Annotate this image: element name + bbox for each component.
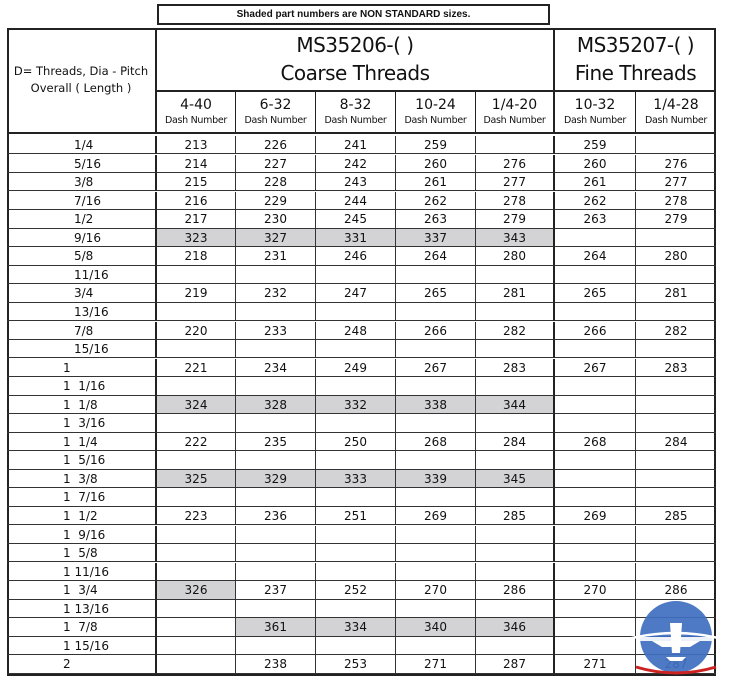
dash-number-cell [476, 600, 555, 618]
table-row [7, 451, 716, 469]
table-row [7, 229, 716, 247]
length-cell: 1 [7, 359, 157, 377]
dash-number-cell: 325 [157, 470, 236, 488]
dash-number-cell: 244 [316, 192, 396, 210]
dash-number-label: Dash Number [244, 115, 307, 126]
dash-number-cell: 279 [636, 210, 716, 228]
length-cell: 3/4 [7, 284, 157, 302]
dash-number-cell [316, 266, 396, 284]
dash-number-cell [476, 563, 555, 581]
dash-number-cell: 218 [157, 247, 236, 265]
dash-number-cell: 281 [476, 284, 555, 302]
dash-number-cell: 285 [636, 507, 716, 525]
length-cell: 1/4 [7, 136, 157, 154]
dash-number-cell: 246 [316, 247, 396, 265]
dash-number-cell: 238 [236, 655, 316, 673]
nonstandard-note: Shaded part numbers are NON STANDARD sizes. [157, 4, 550, 25]
dash-number-cell: 324 [157, 396, 236, 414]
dash-number-cell [555, 488, 636, 506]
dash-number-cell: 278 [636, 192, 716, 210]
dash-number-cell: 280 [636, 247, 716, 265]
dash-number-cell: 268 [396, 433, 476, 451]
fine-threads-header [555, 28, 716, 92]
dash-number-cell [476, 340, 555, 358]
coarse-threads-header [157, 28, 555, 92]
company-logo [626, 597, 724, 677]
dash-number-cell: 279 [476, 210, 555, 228]
dash-number-cell: 251 [316, 507, 396, 525]
dash-number-cell [157, 266, 236, 284]
dash-number-cell: 266 [555, 322, 636, 340]
dash-number-cell: 259 [396, 136, 476, 154]
dash-number-cell: 228 [236, 173, 316, 191]
dash-number-cell: 217 [157, 210, 236, 228]
dash-number-cell [476, 136, 555, 154]
length-cell: 1/2 [7, 210, 157, 228]
dash-number-cell [316, 414, 396, 432]
dash-number-cell: 248 [316, 322, 396, 340]
thread-size: 6-32 [259, 97, 292, 113]
dash-number-cell: 249 [316, 359, 396, 377]
dash-number-cell [476, 544, 555, 562]
dash-number-cell: 269 [555, 507, 636, 525]
dash-number-cell [555, 451, 636, 469]
length-cell: 9/16 [7, 229, 157, 247]
dash-number-cell: 243 [316, 173, 396, 191]
dash-number-cell [236, 526, 316, 544]
length-cell: 5/8 [7, 247, 157, 265]
table-row [7, 655, 716, 673]
column-header-1-4-20 [476, 92, 555, 134]
dash-number-cell: 235 [236, 433, 316, 451]
dash-number-cell [236, 377, 316, 395]
dash-number-cell [636, 451, 716, 469]
dash-number-cell [157, 563, 236, 581]
dash-number-cell [396, 488, 476, 506]
dash-number-cell [396, 414, 476, 432]
dash-number-cell: 215 [157, 173, 236, 191]
dash-number-cell [316, 488, 396, 506]
thread-size: 8-32 [339, 97, 372, 113]
dash-number-cell [236, 414, 316, 432]
table-row [7, 637, 716, 655]
table-row [7, 507, 716, 525]
dash-number-cell [555, 544, 636, 562]
table-row [7, 284, 716, 302]
dash-number-cell: 333 [316, 470, 396, 488]
dash-number-label: Dash Number [404, 115, 467, 126]
dash-number-cell: 237 [236, 581, 316, 599]
dash-number-cell [555, 526, 636, 544]
dash-number-cell [236, 451, 316, 469]
dash-number-cell [636, 136, 716, 154]
dash-number-cell [555, 396, 636, 414]
dash-number-cell: 261 [555, 173, 636, 191]
dash-number-cell [316, 377, 396, 395]
dash-number-cell [476, 526, 555, 544]
dash-number-cell: 221 [157, 359, 236, 377]
dash-number-cell [316, 544, 396, 562]
length-cell: 1 1/16 [7, 377, 157, 395]
table-row [7, 563, 716, 581]
dash-number-cell [636, 377, 716, 395]
dash-number-cell [476, 377, 555, 395]
thread-size: 1/4-28 [653, 97, 699, 113]
dash-number-cell: 344 [476, 396, 555, 414]
dash-number-cell [236, 637, 316, 655]
length-cell: 3/8 [7, 173, 157, 191]
dash-number-cell [316, 637, 396, 655]
header-left-line2: Overall ( Length ) [30, 81, 132, 95]
length-cell: 1 9/16 [7, 526, 157, 544]
dash-number-cell [396, 544, 476, 562]
dash-number-cell [157, 618, 236, 636]
dash-number-cell: 282 [476, 322, 555, 340]
dash-number-cell [316, 526, 396, 544]
dash-number-cell [157, 377, 236, 395]
column-header-1-4-28 [636, 92, 716, 134]
dash-number-cell [555, 377, 636, 395]
dash-number-cell: 267 [555, 359, 636, 377]
dash-number-cell: 346 [476, 618, 555, 636]
length-cell: 1 1/4 [7, 433, 157, 451]
dash-number-cell: 242 [316, 155, 396, 173]
dash-number-cell: 264 [555, 247, 636, 265]
length-cell: 1 15/16 [7, 637, 157, 655]
dash-number-cell [396, 637, 476, 655]
dash-number-cell [555, 637, 636, 655]
dash-number-cell [476, 266, 555, 284]
dash-number-cell [396, 303, 476, 321]
dash-number-cell: 262 [396, 192, 476, 210]
dash-number-cell: 220 [157, 322, 236, 340]
dash-number-cell [636, 396, 716, 414]
dash-number-cell: 345 [476, 470, 555, 488]
fine-part-number: MS35207-( ) [576, 33, 695, 57]
table-row [7, 136, 716, 154]
dash-number-cell [396, 377, 476, 395]
dash-number-cell [157, 340, 236, 358]
dash-number-cell: 250 [316, 433, 396, 451]
dash-number-cell: 337 [396, 229, 476, 247]
dash-number-cell [636, 563, 716, 581]
table-row [7, 247, 716, 265]
dash-number-cell: 262 [555, 192, 636, 210]
dash-number-cell: 270 [555, 581, 636, 599]
dash-number-cell [157, 655, 236, 673]
dash-number-cell [476, 488, 555, 506]
dash-number-cell: 233 [236, 322, 316, 340]
table-row [7, 488, 716, 506]
dash-number-cell: 285 [476, 507, 555, 525]
dash-number-cell: 276 [636, 155, 716, 173]
column-header-6-32 [236, 92, 316, 134]
length-cell: 1 3/4 [7, 581, 157, 599]
dash-number-cell: 264 [396, 247, 476, 265]
dash-number-cell: 245 [316, 210, 396, 228]
dash-number-cell [236, 488, 316, 506]
dash-number-cell: 260 [396, 155, 476, 173]
dash-number-cell [236, 340, 316, 358]
dash-number-cell [636, 266, 716, 284]
dash-number-cell: 213 [157, 136, 236, 154]
dash-number-cell [157, 303, 236, 321]
table-row [7, 377, 716, 395]
dash-number-cell: 232 [236, 284, 316, 302]
dash-number-cell [555, 303, 636, 321]
dash-number-cell: 247 [316, 284, 396, 302]
dash-number-cell: 226 [236, 136, 316, 154]
dash-number-cell: 214 [157, 155, 236, 173]
dash-number-label: Dash Number [165, 115, 227, 126]
table-row [7, 526, 716, 544]
table-row [7, 470, 716, 488]
thread-size: 10-24 [415, 97, 456, 113]
dash-number-cell [316, 303, 396, 321]
dash-number-cell: 339 [396, 470, 476, 488]
dash-number-cell [636, 526, 716, 544]
thread-size: 4-40 [180, 97, 212, 113]
dash-number-cell: 277 [476, 173, 555, 191]
dash-number-cell [555, 229, 636, 247]
dash-number-cell: 253 [316, 655, 396, 673]
dash-number-cell: 286 [476, 581, 555, 599]
coarse-part-number: MS35206-( ) [296, 33, 414, 57]
table-row [7, 210, 716, 228]
dash-number-cell: 267 [396, 359, 476, 377]
length-cell: 1 7/8 [7, 618, 157, 636]
dash-number-label: Dash Number [645, 115, 707, 126]
dash-number-cell: 284 [476, 433, 555, 451]
column-header-4-40 [157, 92, 236, 134]
dash-number-cell: 277 [636, 173, 716, 191]
dash-number-cell [396, 340, 476, 358]
dash-number-cell [316, 600, 396, 618]
dash-number-cell: 236 [236, 507, 316, 525]
dash-number-cell [476, 414, 555, 432]
length-cell: 7/8 [7, 322, 157, 340]
dash-number-cell: 263 [396, 210, 476, 228]
dash-number-cell [555, 470, 636, 488]
dash-number-cell: 323 [157, 229, 236, 247]
dash-number-cell: 283 [636, 359, 716, 377]
dash-number-cell [555, 266, 636, 284]
thread-size: 1/4-20 [491, 97, 538, 113]
dash-number-cell: 263 [555, 210, 636, 228]
dash-number-cell: 287 [476, 655, 555, 673]
dash-number-cell [636, 544, 716, 562]
length-cell: 1 3/8 [7, 470, 157, 488]
table-row [7, 155, 716, 173]
dash-number-cell: 283 [476, 359, 555, 377]
length-cell: 5/16 [7, 155, 157, 173]
dash-number-cell: 271 [396, 655, 476, 673]
dash-number-cell: 327 [236, 229, 316, 247]
dash-number-cell: 338 [396, 396, 476, 414]
dash-number-cell: 278 [476, 192, 555, 210]
dash-number-cell [157, 600, 236, 618]
table-row [7, 303, 716, 321]
dash-number-cell [555, 563, 636, 581]
dash-number-cell [396, 600, 476, 618]
dash-number-cell: 281 [636, 284, 716, 302]
dash-number-cell [636, 229, 716, 247]
table-row [7, 414, 716, 432]
dash-number-cell [396, 526, 476, 544]
dash-number-cell: 280 [476, 247, 555, 265]
dash-number-cell [316, 451, 396, 469]
dash-number-cell: 219 [157, 284, 236, 302]
table-row [7, 266, 716, 284]
length-column-header [7, 28, 157, 134]
length-cell: 1 13/16 [7, 600, 157, 618]
thread-size: 10-32 [574, 97, 616, 113]
dash-number-cell: 261 [396, 173, 476, 191]
length-cell: 1 11/16 [7, 563, 157, 581]
dash-number-cell: 252 [316, 581, 396, 599]
dash-number-cell: 268 [555, 433, 636, 451]
dash-number-cell [476, 637, 555, 655]
dash-number-cell: 331 [316, 229, 396, 247]
fine-subtitle: Fine Threads [574, 61, 697, 85]
dash-number-cell: 222 [157, 433, 236, 451]
length-cell: 1 5/8 [7, 544, 157, 562]
dash-number-cell [555, 340, 636, 358]
dash-number-cell: 326 [157, 581, 236, 599]
table-row [7, 322, 716, 340]
table-row [7, 359, 716, 377]
length-cell: 1 1/8 [7, 396, 157, 414]
dash-number-cell: 286 [636, 581, 716, 599]
table-row [7, 544, 716, 562]
dash-number-cell: 231 [236, 247, 316, 265]
dash-number-cell [555, 414, 636, 432]
dash-number-cell: 223 [157, 507, 236, 525]
table-row [7, 433, 716, 451]
dash-number-cell [636, 414, 716, 432]
dash-number-cell: 340 [396, 618, 476, 636]
dash-number-cell [157, 451, 236, 469]
table-row [7, 396, 716, 414]
dash-number-cell: 234 [236, 359, 316, 377]
dash-number-cell: 334 [316, 618, 396, 636]
table-row [7, 618, 716, 636]
dash-number-cell: 266 [396, 322, 476, 340]
dash-number-cell [396, 451, 476, 469]
table-row [7, 340, 716, 358]
length-cell: 7/16 [7, 192, 157, 210]
dash-number-cell: 230 [236, 210, 316, 228]
dash-number-cell: 332 [316, 396, 396, 414]
dash-number-cell [236, 544, 316, 562]
dash-number-cell [555, 600, 636, 618]
dash-number-cell [555, 618, 636, 636]
dash-number-cell [316, 340, 396, 358]
dash-number-cell [636, 303, 716, 321]
dash-number-cell: 328 [236, 396, 316, 414]
dash-number-cell: 229 [236, 192, 316, 210]
dash-number-cell: 265 [555, 284, 636, 302]
dash-number-cell [236, 303, 316, 321]
length-cell: 11/16 [7, 266, 157, 284]
dash-number-cell: 216 [157, 192, 236, 210]
dash-number-label: Dash Number [483, 115, 546, 126]
dash-number-cell [157, 488, 236, 506]
dash-number-cell [157, 414, 236, 432]
dash-number-cell [236, 600, 316, 618]
dash-number-cell [396, 563, 476, 581]
dash-number-cell [636, 470, 716, 488]
dash-number-cell [636, 340, 716, 358]
table-row [7, 192, 716, 210]
dash-number-cell: 276 [476, 155, 555, 173]
dash-number-cell [236, 563, 316, 581]
dash-number-cell [236, 266, 316, 284]
dash-number-cell: 260 [555, 155, 636, 173]
length-cell: 2 [7, 655, 157, 673]
dash-number-cell [157, 544, 236, 562]
header-left-line1: D= Threads, Dia - Pitch [13, 64, 149, 78]
dash-number-cell: 284 [636, 433, 716, 451]
length-cell: 15/16 [7, 340, 157, 358]
dash-number-cell: 343 [476, 229, 555, 247]
dash-number-cell: 241 [316, 136, 396, 154]
dash-number-cell [157, 637, 236, 655]
dash-number-cell: 271 [555, 655, 636, 673]
dash-number-cell [316, 563, 396, 581]
dash-number-cell: 259 [555, 136, 636, 154]
dash-number-cell [157, 526, 236, 544]
column-header-8-32 [316, 92, 396, 134]
dash-number-cell: 227 [236, 155, 316, 173]
dash-number-cell: 282 [636, 322, 716, 340]
coarse-subtitle: Coarse Threads [280, 61, 430, 85]
column-header-10-32 [555, 92, 636, 134]
dash-number-cell [396, 266, 476, 284]
dash-number-cell: 361 [236, 618, 316, 636]
length-cell: 1 3/16 [7, 414, 157, 432]
dash-number-cell [636, 488, 716, 506]
length-cell: 1 5/16 [7, 451, 157, 469]
column-header-10-24 [396, 92, 476, 134]
length-cell: 1 7/16 [7, 488, 157, 506]
dash-number-cell: 265 [396, 284, 476, 302]
dash-number-cell: 269 [396, 507, 476, 525]
table-row [7, 581, 716, 599]
dash-number-cell: 329 [236, 470, 316, 488]
length-cell: 1 1/2 [7, 507, 157, 525]
table-row [7, 173, 716, 191]
dash-number-label: Dash Number [564, 115, 626, 126]
dash-number-cell: 270 [396, 581, 476, 599]
length-cell: 13/16 [7, 303, 157, 321]
dash-number-cell [476, 303, 555, 321]
table-row [7, 600, 716, 618]
dash-number-label: Dash Number [324, 115, 387, 126]
dash-number-cell [476, 451, 555, 469]
